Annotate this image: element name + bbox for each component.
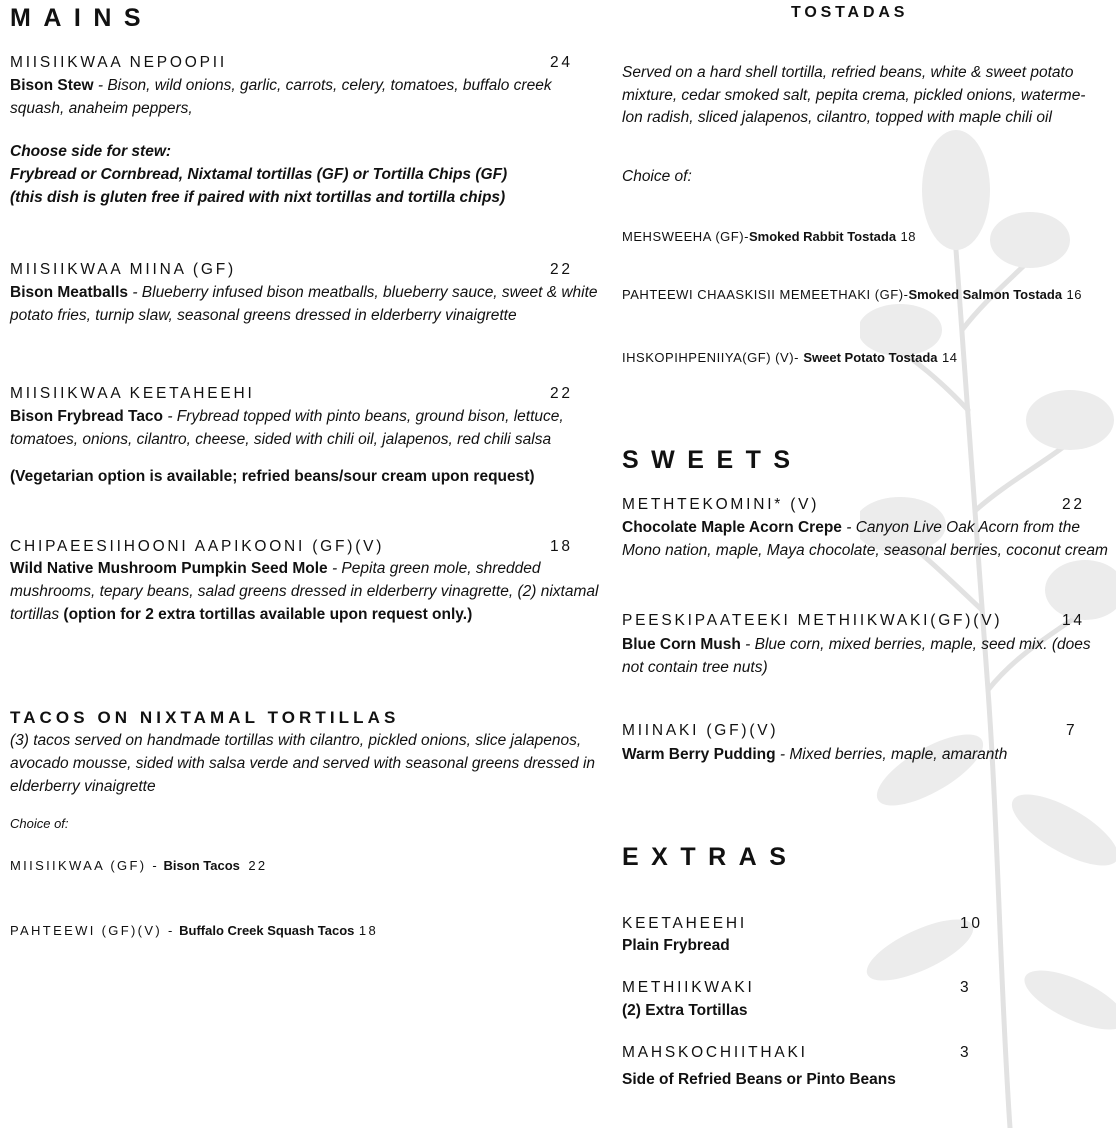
taco-bison-price: 22 — [248, 858, 268, 873]
extra-beans-name: Side of Refried Beans or Pinto Beans — [622, 1071, 896, 1088]
sweets-heading: SWEETS — [622, 446, 803, 474]
pudding-native-name: MIINAKI (GF)(V) — [622, 722, 779, 739]
extras-heading: EXTRAS — [622, 843, 799, 871]
crepe-desc: - Canyon Live Oak Acorn from the Mono nation, maple, Maya chocolate, seasonal berries, coconut cream — [622, 519, 1108, 559]
frybread-taco-name: Bison Frybread Taco — [10, 408, 164, 425]
pudding-price: 7 — [1066, 722, 1078, 739]
stew-price: 24 — [550, 54, 573, 71]
crepe-description — [622, 516, 1112, 562]
tostada-option-rabbit — [622, 228, 916, 246]
stew-desc: - Bison, wild onions, garlic, carrots, celery, tomatoes, buffalo creek squash, anaheim peppers, — [10, 77, 552, 117]
mole-name: Wild Native Mushroom Pumpkin Seed Mole — [10, 560, 328, 577]
taco-bison-name: Bison Tacos — [163, 858, 240, 873]
tostadas-desc-line: lon radish, sliced jalapenos, cilantro, topped with maple chili oil — [622, 109, 1052, 126]
extra-beans-price: 3 — [960, 1044, 972, 1061]
taco-squash-name: Buffalo Creek Squash Tacos — [179, 923, 355, 938]
stew-choice-title: Choose side for stew: — [10, 143, 172, 160]
mains-heading: MAINS — [10, 4, 154, 32]
extra-frybread-price: 10 — [960, 915, 983, 932]
stew-choice-note: (this dish is gluten free if paired with nixt tortillas and tortilla chips) — [10, 189, 506, 206]
tostadas-desc-line: Served on a hard shell tortilla, refried beans, white & sweet potato — [622, 64, 1074, 81]
meatballs-native-name: MIISIIKWAA MIINA (GF) — [10, 261, 236, 278]
tostada-rabbit-native: MEHSWEEHA (GF)- — [622, 229, 749, 244]
mush-native-name: PEESKIPAATEEKI METHIIKWAKI(GF)(V) — [622, 612, 1003, 629]
taco-bison-native: MIISIIKWAA (GF) - — [10, 858, 160, 873]
tostada-sweet-potato-name: Sweet Potato Tostada — [803, 350, 938, 365]
extra-tortillas-price: 3 — [960, 979, 972, 996]
mush-price: 14 — [1062, 612, 1085, 629]
taco-option-bison — [10, 857, 267, 875]
frybread-taco-note: (Vegetarian option is available; refried beans/sour cream upon request) — [10, 468, 535, 485]
frybread-taco-price: 22 — [550, 385, 573, 402]
extra-frybread-native: KEETAHEEHI — [622, 915, 747, 932]
tostada-sweet-potato-price: 14 — [941, 350, 958, 365]
taco-option-squash — [10, 922, 378, 940]
mole-price: 18 — [550, 538, 573, 555]
tostada-option-salmon — [622, 286, 1082, 304]
tostadas-choice-label: Choice of: — [622, 168, 692, 185]
extra-beans-native: MAHSKOCHIITHAKI — [622, 1044, 808, 1061]
pudding-name: Warm Berry Pudding — [622, 746, 776, 763]
tostada-sweet-potato-native: IHSKOPIHPENIIYA(GF) (V)- — [622, 350, 799, 365]
tostada-salmon-name: Smoked Salmon Tostada — [908, 287, 1063, 302]
crepe-name: Chocolate Maple Acorn Crepe — [622, 519, 842, 536]
frybread-taco-native-name: MIISIIKWAA KEETAHEEHI — [10, 385, 255, 402]
tacos-heading: TACOS ON NIXTAMAL TORTILLAS — [10, 708, 400, 727]
crepe-native-name: METHTEKOMINI* (V) — [622, 496, 820, 513]
tostadas-description — [622, 62, 1085, 130]
tacos-description: (3) tacos served on handmade tortillas with cilantro, pickled onions, slice jalapenos, avocado mousse, sided with salsa verde and served with seasonal greens dressed in elderberry vinaigrette — [10, 732, 596, 795]
mole-note: (option for 2 extra tortillas available upon request only.) — [63, 606, 473, 623]
mush-desc: - Blue corn, mixed berries, maple, seed mix. (does not contain tree nuts) — [622, 636, 1091, 676]
stew-choice-options: Frybread or Cornbread, Nixtamal tortillas (GF) or Tortilla Chips (GF) — [10, 166, 508, 183]
tostadas-desc-line: mixture, cedar smoked salt, pepita crema, pickled onions, waterme- — [622, 86, 1086, 104]
mole-description — [10, 557, 615, 626]
taco-squash-native: PAHTEEWI (GF)(V) - — [10, 923, 175, 938]
extra-tortillas-name: (2) Extra Tortillas — [622, 1002, 748, 1019]
meatballs-name: Bison Meatballs — [10, 284, 128, 301]
mole-desc: - Pepita green mole, shredded mushrooms, tepary beans, salad greens dressed in elderberry vinagrette, (2) nixtamal tortillas — [10, 560, 599, 623]
frybread-taco-desc: - Frybread topped with pinto beans, ground bison, lettuce, tomatoes, onions, cilantro, cheese, sided with chili oil, jalapenos, red chili salsa — [10, 408, 564, 448]
stew-native-name: MIISIIKWAA NEPOOPII — [10, 54, 227, 71]
stew-description — [10, 74, 600, 120]
stew-name: Bison Stew — [10, 77, 94, 94]
tostada-salmon-price: 16 — [1066, 287, 1083, 302]
mush-name: Blue Corn Mush — [622, 636, 741, 653]
extra-frybread-name: Plain Frybread — [622, 937, 730, 954]
mush-description — [622, 633, 1112, 679]
tostada-rabbit-name: Smoked Rabbit Tostada — [748, 229, 897, 244]
taco-squash-price: 18 — [358, 923, 379, 938]
tostada-salmon-native: PAHTEEWI CHAASKISII MEMEETHAKI (GF)- — [622, 287, 909, 302]
tostada-rabbit-price: 18 — [900, 229, 917, 244]
frybread-taco-description — [10, 405, 600, 451]
meatballs-price: 22 — [550, 261, 573, 278]
pudding-desc: - Mixed berries, maple, amaranth — [779, 746, 1008, 763]
mole-native-name: CHIPAEESIIHOONI AAPIKOONI (GF)(V) — [10, 538, 385, 555]
tacos-choice-label: Choice of: — [10, 816, 69, 831]
pudding-description — [622, 743, 1112, 766]
meatballs-desc: - Blueberry infused bison meatballs, blueberry sauce, sweet & white potato fries, turnip slaw, seasonal greens dressed in elderberry vinaigrette — [10, 284, 598, 324]
crepe-price: 22 — [1062, 496, 1085, 513]
meatballs-description — [10, 281, 600, 327]
extra-tortillas-native: METHIIKWAKI — [622, 979, 755, 996]
tostadas-heading: TOSTADAS — [791, 4, 909, 21]
tostada-option-sweet-potato — [622, 349, 957, 367]
